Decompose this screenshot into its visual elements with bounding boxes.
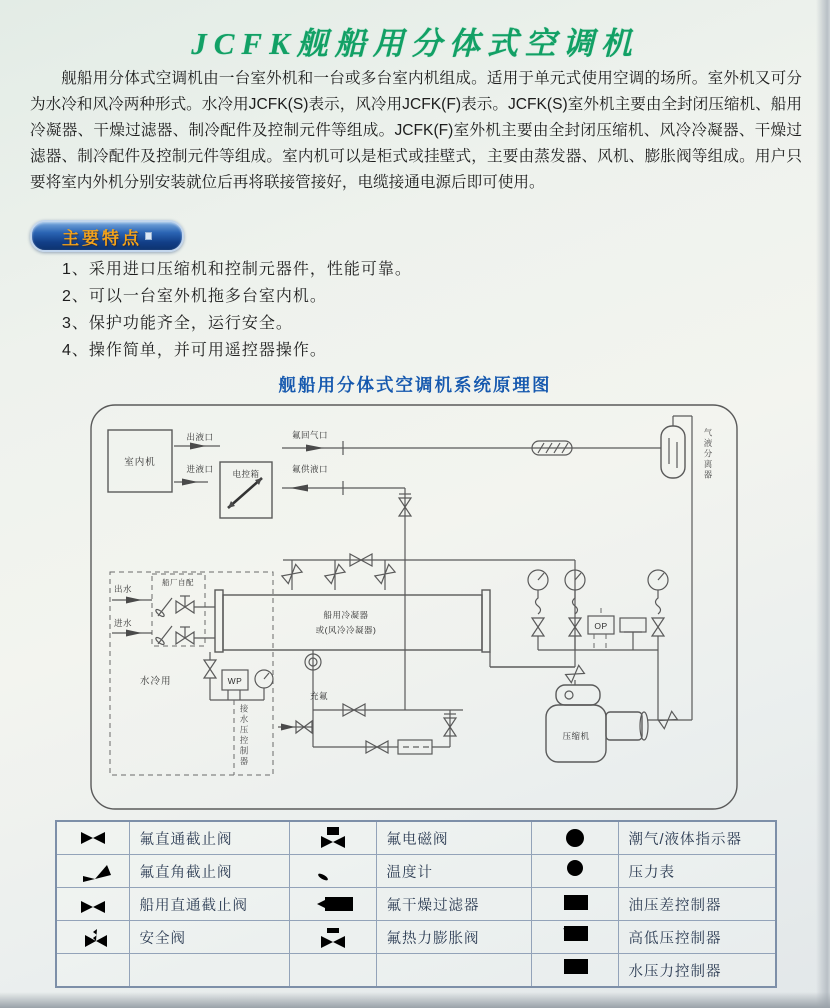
filter-drier-icon (303, 891, 363, 917)
svg-text:室内机: 室内机 (124, 457, 156, 468)
svg-text:出液口: 出液口 (186, 432, 214, 442)
svg-text:氟回气口: 氟回气口 (291, 430, 329, 440)
svg-text:或(风冷冷凝器): 或(风冷冷凝器) (315, 625, 377, 635)
legend-label (129, 954, 289, 988)
charge-port (278, 691, 328, 733)
oil-pressure-controller-icon (545, 891, 605, 917)
svg-text:船用冷凝器: 船用冷凝器 (323, 610, 369, 620)
diagram-title: 舰船用分体式空调机系统原理图 (278, 375, 552, 395)
gas-return-line (282, 430, 661, 455)
thermometer-icon (303, 858, 363, 884)
legend-row-4 (56, 921, 776, 954)
svg-text:OP: OP (594, 621, 608, 631)
legend-label: 潮气/液体指示器 (618, 821, 776, 855)
svg-text:WP: WP (227, 676, 243, 686)
high-low-pressure-controller-icon (545, 924, 605, 950)
legend-label: 安全阀 (129, 921, 289, 954)
expansion-valve-icon (303, 924, 363, 950)
legend-label: 氟干燥过滤器 (376, 888, 531, 921)
legend-label: 氟直角截止阀 (129, 855, 289, 888)
svg-text:充氟: 充氟 (310, 691, 329, 701)
legend-row-5 (56, 954, 776, 988)
legend-label: 氟电磁阀 (376, 821, 531, 855)
water-pressure-link-label: 接水压控制器 (239, 704, 249, 767)
features-heading-badge (30, 220, 184, 252)
legend-label: 水压力控制器 (618, 954, 776, 988)
compressor (490, 560, 692, 762)
discharge-service-pipe (282, 554, 575, 590)
features-list (62, 256, 412, 364)
legend-label (376, 954, 531, 988)
svg-text:出水: 出水 (114, 584, 133, 594)
feature-item-1: 1、采用进口压缩机和控制元器件，性能可靠。 (62, 261, 412, 278)
feature-item-4: 4、操作简单，并可用遥控器操作。 (62, 342, 327, 359)
legend-row-3 (56, 888, 776, 921)
scan-edge-bottom (0, 992, 830, 1008)
liquid-supply-valve (399, 488, 411, 710)
legend-table (55, 820, 777, 988)
scan-edge-right (816, 0, 830, 1008)
water-pressure-branch (204, 652, 273, 775)
page-title: JCFK舰船用分体式空调机 (191, 26, 639, 61)
solenoid-valve-icon (303, 825, 363, 851)
legend-label: 油压差控制器 (618, 888, 776, 921)
liquid-in-port (174, 464, 214, 486)
legend-row-2 (56, 855, 776, 888)
legend-label: 温度计 (376, 855, 531, 888)
features-heading-label: 主要特点 (62, 228, 142, 248)
separator-label: 气液分离器 (703, 428, 713, 481)
legend-label: 船用直通截止阀 (129, 888, 289, 921)
angle-stop-valve-icon (63, 858, 123, 884)
safety-valve (659, 711, 678, 728)
pressure-gauge-icon (545, 858, 605, 884)
marine-stop-valve-icon (63, 891, 123, 917)
gauge-manifold (528, 570, 668, 720)
feature-item-2: 2、可以一台室外机拖多台室内机。 (62, 288, 327, 305)
legend-row-1 (56, 821, 776, 855)
svg-text:氟供液口: 氟供液口 (291, 464, 329, 474)
condenser (215, 590, 490, 652)
indoor-unit-box (108, 430, 172, 492)
svg-text:压缩机: 压缩机 (562, 731, 590, 741)
water-pressure-controller-icon (545, 957, 605, 983)
suction-accumulator (661, 416, 713, 720)
straight-stop-valve-icon (63, 825, 123, 851)
legend-label: 氟热力膨胀阀 (376, 921, 531, 954)
svg-text:进液口: 进液口 (186, 464, 214, 474)
legend-label: 压力表 (618, 855, 776, 888)
feature-item-3: 3、保护功能齐全，运行安全。 (62, 315, 293, 332)
svg-text:船厂自配: 船厂自配 (162, 578, 194, 587)
svg-text:电控箱: 电控箱 (232, 469, 260, 479)
liquid-piping (305, 650, 463, 754)
intro-paragraph: 舰船用分体式空调机由一台室外机和一台或多台室内机组成。适用于单元式使用空调的场所。室外机又可分为水冷和风冷两种形式。水冷用JCFK(S)表示，风冷用JCFK(F)表示。JCFK(S)室外机主要由全封闭压缩机、船用冷凝器、干燥过滤器、制冷配件及控制元件等组成。JCFK(F)室外机主要由全封闭压缩机、风冷冷凝器、干燥过滤器、制冷配件及控制元件等组成。室内机可以是柜式或挂壁式，主要由蒸发器、风机、膨胀阀等组成。用户只要将室内外机分别安装就位后再将联接管接好，电缆接通电源后即可使用。 (30, 70, 802, 191)
sight-glass-icon (545, 825, 605, 851)
legend-label: 高低压控制器 (618, 921, 776, 954)
liquid-supply-line (282, 464, 405, 495)
svg-text:进水: 进水 (114, 618, 133, 628)
badge-dot (145, 232, 152, 240)
safety-valve-icon (63, 924, 123, 950)
control-box (220, 462, 272, 518)
system-schematic (88, 402, 740, 812)
legend-label: 氟直通截止阀 (129, 821, 289, 855)
svg-text:水冷用: 水冷用 (140, 676, 172, 687)
liquid-out-port (174, 432, 220, 450)
